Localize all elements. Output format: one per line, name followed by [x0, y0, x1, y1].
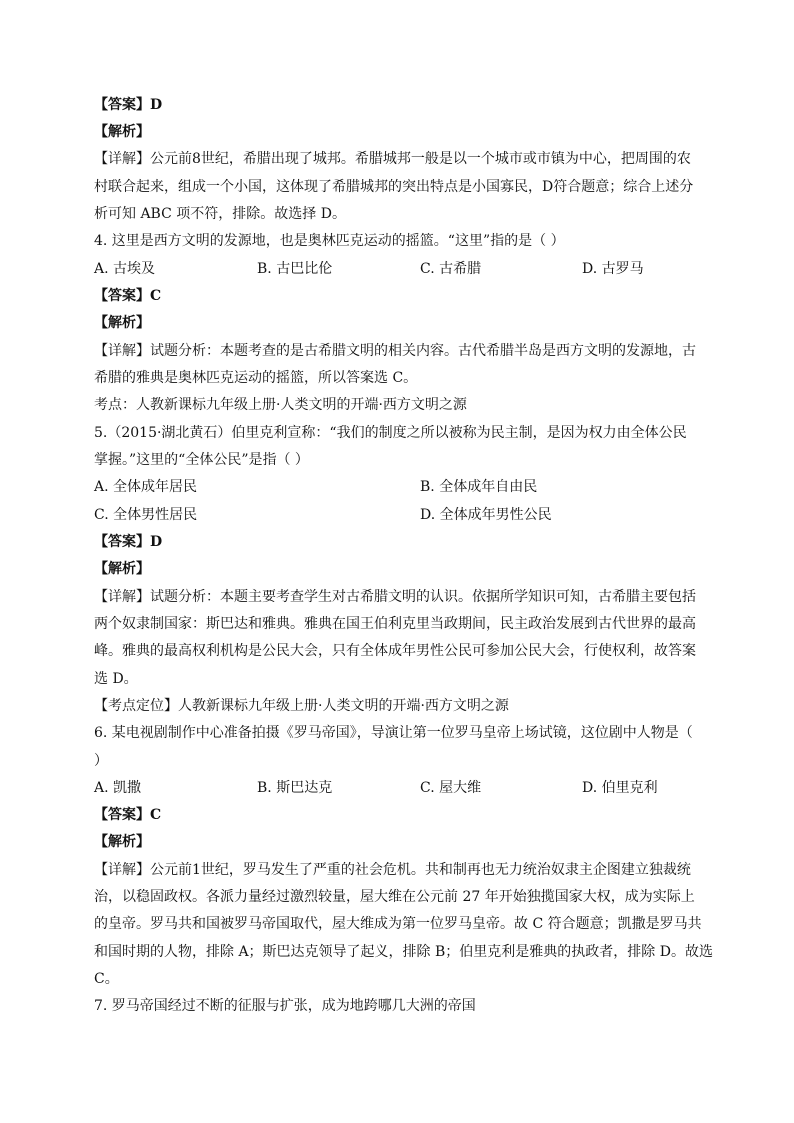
- detail-line: 选 D。: [94, 671, 138, 687]
- question-stem: 6. 某电视剧制作中心准备拍摄《罗马帝国》，导演让第一位罗马皇帝上场试镜，这位剧中人物是（: [94, 725, 693, 741]
- answer-label: 【答案】C: [94, 807, 162, 823]
- option-d: D. 古罗马: [582, 261, 644, 277]
- answer-label: 【答案】D: [94, 534, 163, 550]
- option-c: C. 屋大维: [420, 780, 482, 796]
- option-d: D. 伯里克利: [582, 780, 658, 796]
- detail-line: 【详解】公元前1世纪，罗马发生了严重的社会危机。共和制再也无力统治奴隶主企图建立独裁统: [94, 862, 691, 878]
- exam-point: 【考点定位】人教新课标九年级上册·人类文明的开端·西方文明之源: [94, 698, 509, 714]
- detail-line: 峰。雅典的最高权利机构是公民大会，只有全体成年男性公民可参加公民大会，行使权利，故答案: [94, 643, 696, 659]
- detail-line: 析可知 ABC 项不符，排除。故选择 D。: [94, 206, 346, 222]
- detail-line: 的皇帝。罗马共和国被罗马帝国取代，屋大维成为第一位罗马皇帝。故 C 符合题意；凯撒是罗马共: [94, 916, 702, 932]
- exam-point: 考点：人教新课标九年级上册·人类文明的开端·西方文明之源: [94, 397, 467, 413]
- option-b: B. 斯巴达克: [257, 780, 333, 796]
- option-a: A. 凯撒: [94, 780, 142, 796]
- answer-label: 【答案】C: [94, 288, 162, 304]
- detail-line: 【详解】试题分析：本题主要考查学生对古希腊文明的认识。依据所学知识可知，古希腊主要包括: [94, 589, 696, 605]
- analysis-label: 【解析】: [94, 315, 150, 331]
- detail-line: 【详解】公元前8世纪，希腊出现了城邦。希腊城邦一般是以一个城市或市镇为中心，把周围的农: [94, 151, 691, 167]
- answer-label: 【答案】D: [94, 97, 163, 113]
- option-b: B. 古巴比伦: [257, 261, 333, 277]
- detail-line: 希腊的雅典是奥林匹克运动的摇篮，所以答案选 C。: [94, 370, 418, 386]
- option-b: B. 全体成年自由民: [420, 479, 538, 495]
- option-c: C. 古希腊: [420, 261, 482, 277]
- option-c: C. 全体男性居民: [94, 507, 198, 523]
- question-stem: 5.（2015·湖北黄石）伯里克利宣称：“我们的制度之所以被称为民主制，是因为权力由全体公民: [94, 425, 687, 441]
- detail-line: C。: [94, 971, 119, 987]
- detail-line: 和国时期的人物，排除 A；斯巴达克领导了起义，排除 B；伯里克利是雅典的执政者，排除 D。故选: [94, 944, 713, 960]
- detail-line: 两个奴隶制国家：斯巴达和雅典。雅典在国王伯利克里当政期间，民主政治发展到古代世界的最高: [94, 616, 696, 632]
- analysis-label: 【解析】: [94, 834, 150, 850]
- detail-line: 村联合起来，组成一个小国，这体现了希腊城邦的突出特点是小国寡民，D符合题意；综合上述分: [94, 179, 694, 195]
- option-a: A. 古埃及: [94, 261, 156, 277]
- question-stem: 7. 罗马帝国经过不断的征服与扩张，成为地跨哪几大洲的帝国: [94, 998, 476, 1014]
- analysis-label: 【解析】: [94, 561, 150, 577]
- option-d: D. 全体成年男性公民: [420, 507, 552, 523]
- question-stem: ）: [94, 753, 108, 769]
- option-a: A. 全体成年居民: [94, 479, 198, 495]
- analysis-label: 【解析】: [94, 124, 150, 140]
- detail-line: 【详解】试题分析：本题考查的是古希腊文明的相关内容。古代希腊半岛是西方文明的发源地，古: [94, 343, 696, 359]
- detail-line: 治，以稳固政权。各派力量经过激烈较量，屋大维在公元前 27 年开始独揽国家大权，成为实际上: [94, 889, 695, 905]
- question-stem: 4. 这里是西方文明的发源地，也是奥林匹克运动的摇篮。“这里”指的是（ ）: [94, 233, 565, 249]
- question-stem: 掌握。”这里的“全体公民”是指（ ）: [94, 452, 309, 468]
